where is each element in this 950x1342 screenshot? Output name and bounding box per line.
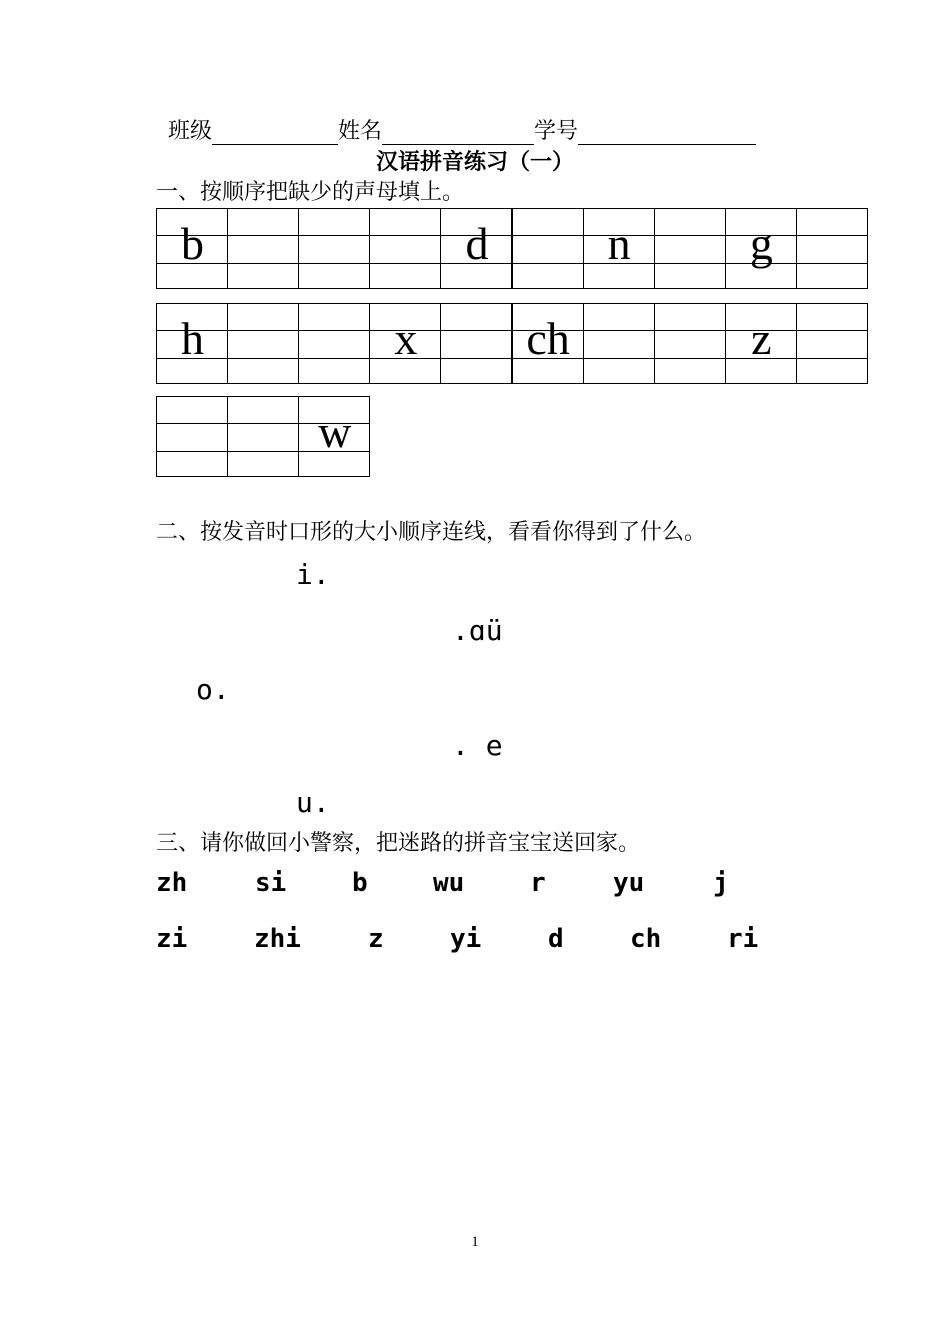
grid-cell-filled: [725, 208, 797, 289]
grid-cell-blank[interactable]: [156, 396, 228, 477]
class-blank[interactable]: [212, 120, 338, 145]
grid-guide-line: [584, 330, 654, 331]
grid-cell-filled: [298, 396, 370, 477]
number-blank[interactable]: [578, 120, 756, 145]
pinyin-syllable[interactable]: d: [548, 924, 564, 954]
grid-cell-blank[interactable]: [440, 303, 512, 384]
grid-guide-line: [157, 423, 227, 424]
grid-cell-blank[interactable]: [654, 208, 726, 289]
grid-guide-line: [797, 358, 867, 359]
pinyin-syllable[interactable]: yu: [613, 868, 645, 898]
vowel-o[interactable]: o.: [196, 673, 230, 706]
grid-cell-filled: [512, 303, 584, 384]
grid-guide-line: [513, 235, 583, 236]
grid-cell-blank[interactable]: [796, 208, 868, 289]
pinyin-syllable[interactable]: r: [530, 868, 546, 898]
pinyin-syllable[interactable]: yi: [450, 924, 482, 954]
initials-grid-row-2: [156, 303, 867, 383]
pinyin-syllable[interactable]: zhi: [254, 924, 301, 954]
student-info-line: [168, 114, 756, 145]
pinyin-syllable[interactable]: zi: [156, 924, 188, 954]
grid-guide-line: [299, 358, 369, 359]
grid-guide-line: [655, 235, 725, 236]
grid-guide-line: [370, 263, 440, 264]
vowel-i[interactable]: i.: [296, 558, 330, 591]
grid-guide-line: [797, 330, 867, 331]
initials-grid-row-3: [156, 396, 369, 476]
grid-guide-line: [797, 235, 867, 236]
initial-letter: z: [751, 313, 772, 364]
grid-cell-filled: [725, 303, 797, 384]
page-number: 1: [471, 1234, 479, 1250]
grid-cell-blank[interactable]: [512, 208, 584, 289]
initial-letter: d: [465, 218, 489, 269]
number-label: 学号: [534, 119, 579, 144]
grid-guide-line: [228, 330, 298, 331]
grid-guide-line: [513, 263, 583, 264]
grid-guide-line: [228, 235, 298, 236]
pinyin-syllable[interactable]: z: [368, 924, 384, 954]
grid-cell-filled: [369, 303, 441, 384]
grid-cell-blank[interactable]: [298, 303, 370, 384]
initial-letter: h: [181, 313, 205, 364]
initial-letter: x: [394, 313, 418, 364]
name-blank[interactable]: [382, 120, 534, 145]
grid-guide-line: [441, 330, 511, 331]
initial-letter: ch: [526, 313, 570, 364]
grid-guide-line: [584, 358, 654, 359]
grid-cell-blank[interactable]: [369, 208, 441, 289]
vowel-u[interactable]: u.: [296, 786, 330, 819]
section3-heading: 三、请你做回小警察，把迷路的拼音宝宝送回家。: [156, 831, 641, 856]
vowel-au[interactable]: .ɑü: [452, 614, 503, 647]
pinyin-syllable[interactable]: wu: [433, 868, 465, 898]
class-label: 班级: [168, 119, 213, 144]
grid-cell-filled: [156, 303, 228, 384]
grid-guide-line: [441, 358, 511, 359]
grid-guide-line: [228, 358, 298, 359]
grid-guide-line: [228, 423, 298, 424]
grid-guide-line: [157, 451, 227, 452]
grid-guide-line: [228, 263, 298, 264]
grid-guide-line: [655, 263, 725, 264]
initial-letter: w: [318, 406, 352, 457]
grid-cell-filled: [583, 208, 655, 289]
grid-guide-line: [370, 235, 440, 236]
pinyin-syllable[interactable]: zh: [156, 868, 188, 898]
pinyin-syllable[interactable]: b: [352, 868, 368, 898]
grid-guide-line: [299, 235, 369, 236]
grid-guide-line: [228, 451, 298, 452]
pinyin-syllable[interactable]: j: [713, 868, 729, 898]
grid-guide-line: [655, 358, 725, 359]
grid-guide-line: [797, 263, 867, 264]
grid-guide-line: [299, 263, 369, 264]
initial-letter: b: [181, 218, 205, 269]
name-label: 姓名: [338, 119, 383, 144]
grid-guide-line: [655, 330, 725, 331]
section1-heading: 一、按顺序把缺少的声母填上。: [156, 180, 465, 205]
vowel-e[interactable]: . e: [452, 729, 503, 762]
initial-letter: n: [607, 218, 631, 269]
worksheet-title: 汉语拼音练习（一）: [375, 149, 574, 175]
grid-cell-blank[interactable]: [583, 303, 655, 384]
grid-guide-line: [299, 330, 369, 331]
initials-grid-row-1: [156, 208, 867, 288]
grid-cell-blank[interactable]: [298, 208, 370, 289]
pinyin-syllable[interactable]: si: [255, 868, 287, 898]
grid-cell-filled: [156, 208, 228, 289]
pinyin-syllable[interactable]: ch: [630, 924, 662, 954]
grid-cell-blank[interactable]: [796, 303, 868, 384]
pinyin-syllable[interactable]: ri: [727, 924, 759, 954]
grid-cell-blank[interactable]: [227, 208, 299, 289]
grid-cell-blank[interactable]: [654, 303, 726, 384]
grid-cell-blank[interactable]: [227, 303, 299, 384]
grid-cell-blank[interactable]: [227, 396, 299, 477]
initial-letter: g: [749, 218, 773, 269]
section2-heading: 二、按发音时口形的大小顺序连线，看看你得到了什么。: [156, 520, 707, 545]
grid-cell-filled: [440, 208, 512, 289]
